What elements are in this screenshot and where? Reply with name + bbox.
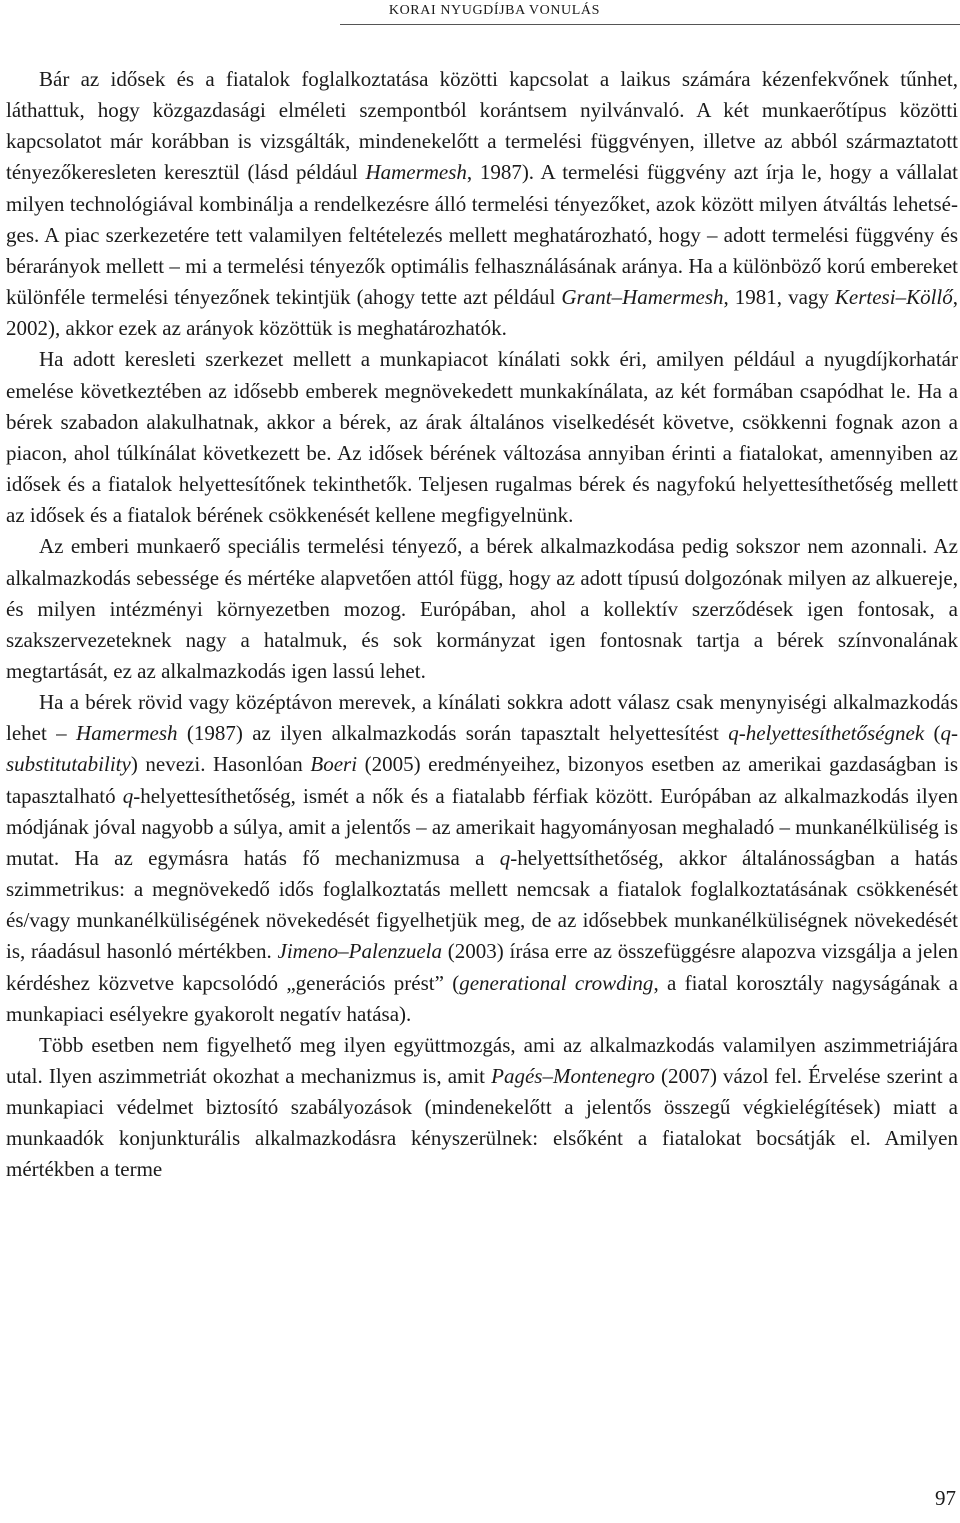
italic-text: q-substitutability <box>6 721 959 777</box>
text-run: , a fiatal korosztály nagyságának a munkapiaci esélyekre gyakorolt negatív hatása). <box>6 970 958 1026</box>
italic-text: Hamermesh <box>76 721 178 746</box>
italic-text: Boeri <box>310 752 358 777</box>
text-run: (1987) az ilyen alkalmazkodás során tapasztalt helyettesítést <box>177 721 729 746</box>
text-run: -helyettsíthetőség, akkor általánosságban a hatás szimmetrikus: a megnövekedő idős foglalkoztatás mellett nemcsak a fiatalok foglalkoztatásának csökkenését és/vagy munkanélküliségének növekedését figyelhetjük meg, de az idősebbek munkanélküliségnek növekedését is, ráadásul hasonló mértékben. <box>6 845 958 964</box>
text-run: (2005) eredményeihez, bizonyos esetben az amerikai gazdaságban is tapasztalható <box>6 752 958 808</box>
text-run: (2007) vázol fel. Érvelése szerint a munkapiaci védelmet biztosító szabályozások (mindenekelőtt a jelentős összegű végkielégítések) miatt a munkaadók konjunkturális alkalmazkodásra kényszerülnek: elsőként a fiatalokat bocsátják el. Amilyen mértékben a terme <box>6 1064 958 1182</box>
italic-text: Grant–Hamermesh <box>561 285 724 310</box>
page-number: 97 <box>935 1486 956 1510</box>
text-run: ( <box>924 721 941 746</box>
text-run: Ha a bérek rövid vagy középtávon merevek, a kínálati sokkra adott válasz csak menynyiségi alkalmazkodás lehet – <box>6 690 958 746</box>
text-run: , 2002), akkor ezek az arányok közöttük is meghatározhatók. <box>6 285 958 341</box>
text-run: Bár az idősek és a fiatalok foglalkoztatása közötti kapcsolat a laikus számára kézenfekvőnek tűnhet, láthattuk, hogy közgazdasági elméleti szempontból korántsem nyilvánvaló. A két munkaerőtípus közötti kapcsolatot már korábban is vizsgálták, mindenekelőtt a termelési függvényen, illetve az abból származtatott tényezőkeresleten keresztül (lásd például <box>6 67 958 185</box>
paragraph <box>6 344 958 531</box>
running-title: KORAI NYUGDÍJBA VONULÁS <box>388 3 600 18</box>
paragraph <box>6 64 958 344</box>
italic-text: Kertesi–Köllő <box>834 285 953 310</box>
text-run: , 1987). A termelési függvény azt írja le, hogy a vállalat milyen technológiával kombinálja a rendelkezésre álló termelési tényezőket, azok között milyen átváltás lehetséges. A piac szerkezetére tett valamilyen feltételezés mellett meghatározható, hogy – adott termelési függvény és bérarányok mellett – mi a termelési tényezők optimális felhasználásának aránya. Ha a különböző korú embereket különféle termelési tényezőnek tekintjük (ahogy tette azt például <box>6 160 959 310</box>
text-run: ) nevezi. Hasonlóan <box>130 752 311 777</box>
italic-text: Jimeno–Palenzuela <box>277 939 442 964</box>
text-run: Az emberi munkaerő speciális termelési tényező, a bérek alkalmazkodása pedig sokszor nem azonnali. Az alkalmazkodás sebessége és mértéke alapvetően attól függ, hogy az adott típusú dolgozónak milyen az alkuereje, és milyen intézményi környezetben mozog. Európában, ahol a kollektív szerződések igen fontosak, a szakszervezeteknek nagy a hatalmuk, és sok kormányzat igen fontosnak tartja a bérek színvonalának megtartását, ez az alkalmazkodás igen lassú lehet. <box>6 534 958 683</box>
text-run: , 1981, vagy <box>723 285 835 310</box>
text-run: (2003) írása erre az összefüggésre alapozva vizsgálja a jelen kérdéshez közvetve kapcsolódó „generációs prést” ( <box>6 939 958 995</box>
italic-text: generational crowding <box>459 970 654 995</box>
italic-text: q <box>122 783 134 808</box>
italic-text: Pagés–Montenegro <box>491 1064 655 1088</box>
text-run: Ha adott keresleti szerkezet mellett a munkapiacot kínálati sokk éri, amilyen például a nyugdíjkorhatár emelése következtében az idősebb emberek megnövekedett munkakínálata, az két formában csapódhat le. Ha a bérek szabadon alakulhatnak, akkor a bérek, az árak általános viselkedését követve, csökkenni fognak azon a piacon, ahol túlkínálat következett be. Az idősek bérének változása annyiban érinti a fiatalokat, amennyiben az idősek és a fiatalok helyettesítőnek tekinthetők. Teljesen rugalmas bérek és nagyfokú helyettesíthetőség mellett az idősek és a fiatalok bérének csökkenését kellene megfigyelnünk. <box>6 347 958 528</box>
body-text <box>6 64 958 1186</box>
text-run: -helyettesíthetőség, ismét a nők és a fiatalabb férfiak között. Európában az alkalmazkodás ilyen módjának jóval nagyobb a súlya, amit a jelentős – az amerikait hagyományosan meghaladó – munkanélküliség is mutat. Ha az egymásra hatás fő mechanizmusa a <box>6 783 958 870</box>
italic-text: q-helyettesíthetőségnek <box>728 721 925 746</box>
italic-text: Hamermesh <box>365 160 467 185</box>
text-run: Több esetben nem figyelhető meg ilyen együttmozgás, ami az alkalmazkodás valamilyen aszimmetriájára utal. Ilyen aszimmetriát okozhat a mechanizmus is, amit <box>6 1032 958 1088</box>
running-header <box>340 0 960 25</box>
paragraph <box>6 1030 958 1186</box>
paragraph <box>6 687 958 1030</box>
italic-text: q <box>499 845 511 870</box>
paragraph <box>6 531 958 687</box>
